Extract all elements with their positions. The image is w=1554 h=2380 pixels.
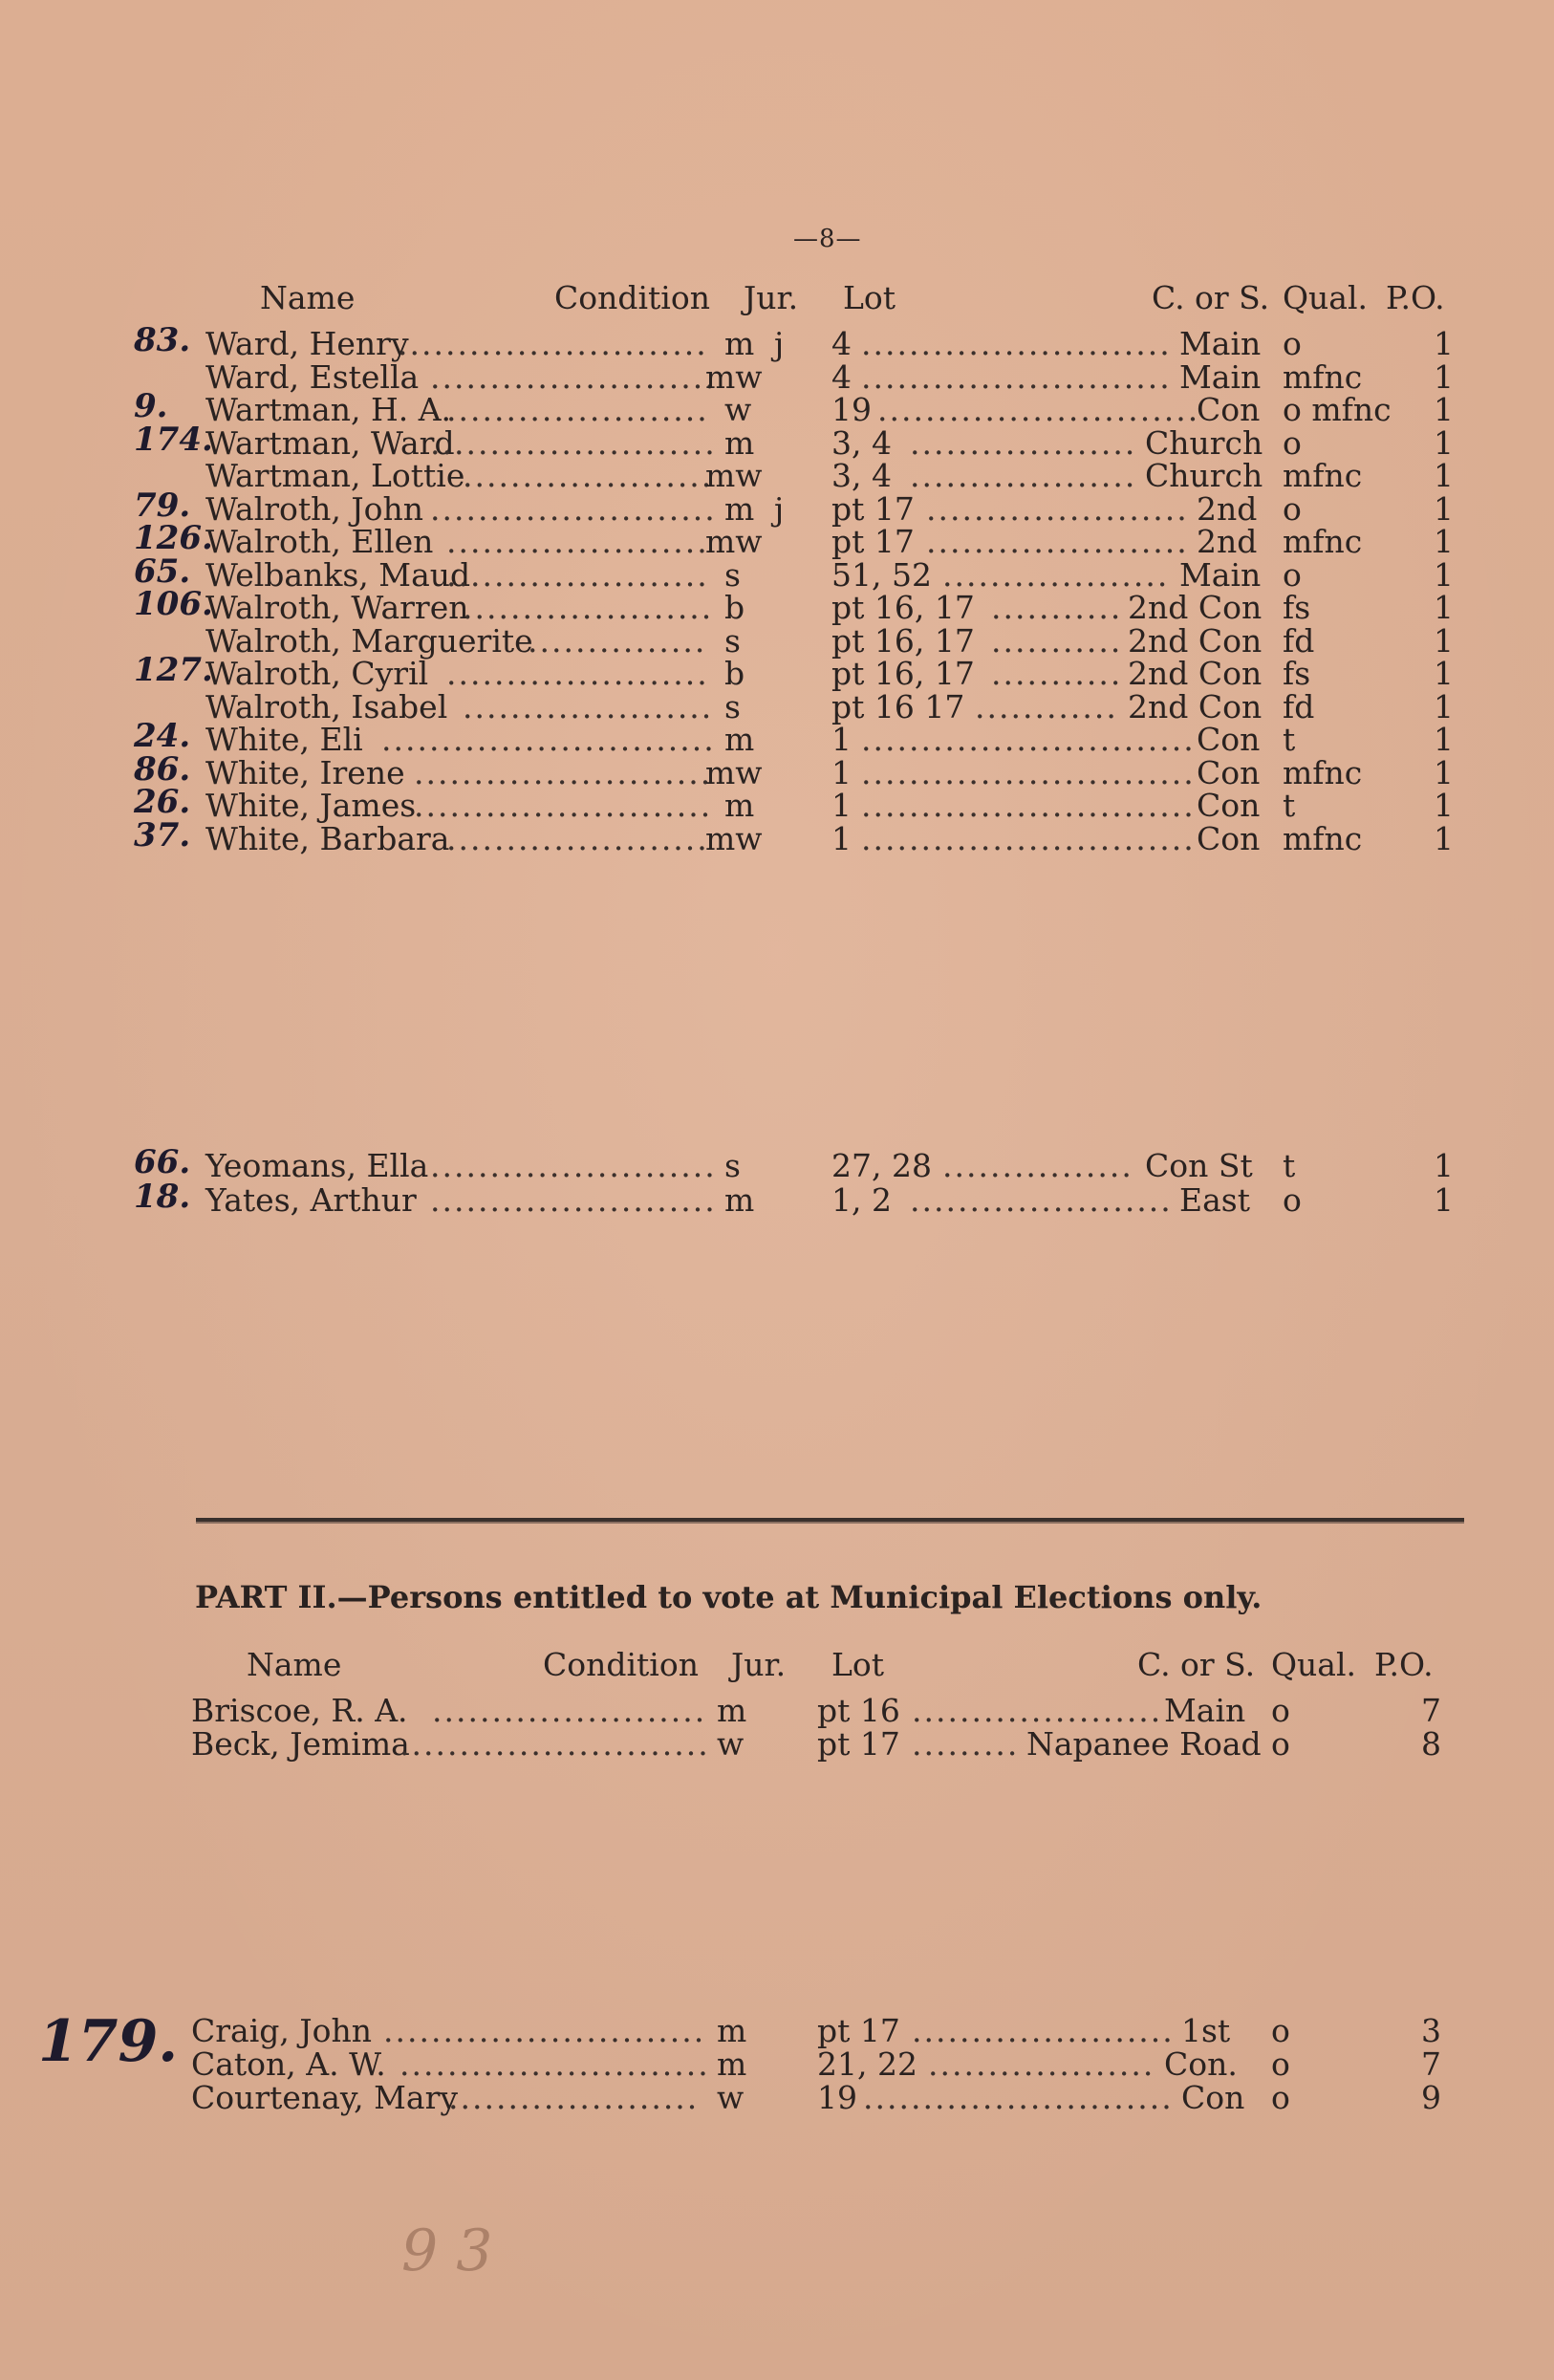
leader-dots: ................... xyxy=(942,555,1170,594)
lot: pt 16 17 xyxy=(831,687,965,725)
handwritten-number: 79. xyxy=(134,486,191,525)
qualification: o xyxy=(1271,2079,1290,2116)
post-office: 1 xyxy=(1434,687,1454,725)
condition: w xyxy=(717,1725,745,1763)
leader-dots: ..................... xyxy=(463,589,714,626)
header-name: Name xyxy=(247,1646,342,1683)
condition: s xyxy=(724,1147,741,1184)
leader-dots: ........................ xyxy=(430,1181,717,1219)
condition: s xyxy=(724,687,741,725)
post-office: 1 xyxy=(1434,489,1454,528)
header-condition: Condition xyxy=(554,279,710,316)
voter-name: Yates, Arthur xyxy=(205,1181,417,1219)
voter-name: White, Eli xyxy=(205,721,363,758)
concession-street: Con xyxy=(1197,753,1261,791)
concession-street: Main xyxy=(1164,1692,1246,1729)
table-row xyxy=(0,621,1554,660)
handwritten-number: 127. xyxy=(134,651,213,689)
concession-street: 2nd xyxy=(1197,523,1258,560)
leader-dots: ............ xyxy=(975,687,1118,725)
leader-dots: ........................... xyxy=(383,2012,706,2049)
leader-dots: ................... xyxy=(910,457,1137,494)
voter-name: Ward, Henry xyxy=(205,325,409,362)
header-jur: Jur. xyxy=(731,1646,787,1683)
condition: s xyxy=(724,621,741,660)
condition: mw xyxy=(705,457,763,494)
table-row xyxy=(0,1143,1554,1184)
header-name: Name xyxy=(260,279,356,316)
voter-name: Beck, Jemima xyxy=(191,1725,410,1763)
concession-street: East xyxy=(1179,1181,1250,1219)
handwritten-number: 9. xyxy=(134,387,168,425)
leader-dots: .......................... xyxy=(399,2045,710,2083)
voter-name: Yeomans, Ella xyxy=(205,1147,429,1184)
lot: 1 xyxy=(831,787,852,824)
handwritten-number: 106. xyxy=(134,585,213,623)
qualification: mfnc xyxy=(1283,457,1363,494)
header-qual: Qual. xyxy=(1283,279,1369,316)
qualification: t xyxy=(1283,787,1296,824)
concession-street: Con xyxy=(1181,2079,1245,2116)
table-row xyxy=(0,457,1554,494)
leader-dots: ............................ xyxy=(861,819,1196,857)
leader-dots: ................ xyxy=(942,1147,1133,1184)
concession-street: 2nd Con xyxy=(1128,621,1263,660)
voter-name: White, James xyxy=(205,787,417,824)
post-office: 1 xyxy=(1434,555,1454,594)
concession-street: Con. xyxy=(1164,2045,1238,2083)
voter-name: Craig, John xyxy=(191,2012,372,2049)
qualification: o mfnc xyxy=(1283,391,1392,428)
leader-dots: ........... xyxy=(991,655,1123,692)
leader-dots: ......... xyxy=(912,1725,1020,1763)
leader-dots: ........................ xyxy=(430,423,717,462)
header-po: P.O. xyxy=(1386,279,1445,316)
voter-name: Walroth, Cyril xyxy=(205,655,429,692)
post-office: 1 xyxy=(1434,621,1454,660)
concession-street: Con xyxy=(1197,819,1261,857)
table-row xyxy=(0,1692,1554,1729)
concession-street: Main xyxy=(1179,357,1262,396)
table-row xyxy=(0,749,1554,791)
voter-name: Wartman, Ward xyxy=(205,423,455,462)
part2-title: PART II.—Persons entitled to vote at Municipal Elections only. xyxy=(195,1579,1263,1615)
condition: s xyxy=(724,555,741,594)
qualification: fs xyxy=(1283,655,1311,692)
header-condition: Condition xyxy=(543,1646,699,1683)
leader-dots: ...................... xyxy=(446,523,709,560)
post-office: 1 xyxy=(1434,523,1454,560)
qualification: o xyxy=(1283,325,1302,362)
leader-dots: ...................... xyxy=(926,523,1189,560)
leader-dots: ...................... xyxy=(926,489,1189,528)
post-office: 1 xyxy=(1434,1147,1454,1184)
condition: b xyxy=(724,589,745,626)
leader-dots: ..................... xyxy=(912,1692,1163,1729)
qualification: mfnc xyxy=(1283,819,1363,857)
qualification: fd xyxy=(1283,687,1315,725)
header-qual: Qual. xyxy=(1271,1646,1357,1683)
lot: 1 xyxy=(831,721,852,758)
leader-dots: ....................... xyxy=(432,1692,707,1729)
concession-street: 2nd Con xyxy=(1128,655,1263,692)
voter-name: Briscoe, R. A. xyxy=(191,1692,408,1729)
post-office: 1 xyxy=(1434,787,1454,824)
table-row xyxy=(0,552,1554,594)
leader-dots: ..................... xyxy=(463,687,714,725)
qualification: o xyxy=(1271,1725,1290,1763)
table-row xyxy=(0,1725,1554,1763)
leader-dots: ............................ xyxy=(861,721,1196,758)
header-cs: C. or S. xyxy=(1152,279,1270,316)
voter-name: White, Barbara xyxy=(205,819,450,857)
leader-dots: ........... xyxy=(991,621,1123,660)
concession-street: Con St xyxy=(1145,1147,1253,1184)
table-row xyxy=(0,357,1554,396)
lot: pt 17 xyxy=(831,523,915,560)
post-office: 1 xyxy=(1434,357,1454,396)
concession-street: 1st xyxy=(1181,2012,1231,2049)
lot: 3, 4 xyxy=(831,457,892,494)
lot: pt 16, 17 xyxy=(831,621,975,660)
voter-name: Walroth, Isabel xyxy=(205,687,448,725)
table-row xyxy=(0,420,1554,462)
concession-street: 2nd Con xyxy=(1128,687,1263,725)
post-office: 8 xyxy=(1421,1725,1441,1763)
lot: 51, 52 xyxy=(831,555,932,594)
leader-dots: ..................... xyxy=(463,457,714,494)
post-office: 3 xyxy=(1421,2012,1441,2049)
leader-dots: ...................... xyxy=(446,391,709,428)
lot: 1 xyxy=(831,753,852,791)
lot: 4 xyxy=(831,357,852,396)
concession-street: Main xyxy=(1179,555,1262,594)
table-row xyxy=(0,585,1554,626)
leader-dots: ........................ xyxy=(430,357,717,396)
voter-name: Wartman, H. A. xyxy=(205,391,452,428)
leader-dots: .......................... xyxy=(399,1725,710,1763)
voter-name: Courtenay, Mary xyxy=(191,2079,458,2116)
lot: 4 xyxy=(831,325,852,362)
handwritten-number: 83. xyxy=(134,321,191,359)
voter-name: Caton, A. W. xyxy=(191,2045,386,2083)
qualification: o xyxy=(1283,489,1302,528)
handwritten-number: 18. xyxy=(134,1178,191,1216)
post-office: 1 xyxy=(1434,1181,1454,1219)
leader-dots: ...................... xyxy=(912,2012,1175,2049)
handwritten-number: 179. xyxy=(38,2008,179,2075)
table-row xyxy=(0,321,1554,362)
post-office: 1 xyxy=(1434,423,1454,462)
table-row xyxy=(0,486,1554,528)
concession-street: Con xyxy=(1197,721,1261,758)
header-cs: C. or S. xyxy=(1137,1646,1256,1683)
qualification: mfnc xyxy=(1283,753,1363,791)
handwritten-number: 65. xyxy=(134,552,191,591)
condition: mw xyxy=(705,523,763,560)
qualification: mfnc xyxy=(1283,357,1363,396)
voter-name: Ward, Estella xyxy=(205,357,420,396)
condition: m xyxy=(724,1181,755,1219)
concession-street: Napanee Road xyxy=(1026,1725,1262,1763)
post-office: 9 xyxy=(1421,2079,1441,2116)
concession-street: Con xyxy=(1197,787,1261,824)
qualification: mfnc xyxy=(1283,523,1363,560)
qualification: o xyxy=(1283,423,1302,462)
handwritten-number: 26. xyxy=(134,783,191,821)
handwritten-number: 37. xyxy=(134,815,191,855)
qualification: o xyxy=(1271,2012,1290,2049)
voter-name: Walroth, Marguerite xyxy=(205,621,533,660)
qualification: t xyxy=(1283,721,1296,758)
condition: m xyxy=(724,489,755,528)
lot: pt 17 xyxy=(831,489,915,528)
condition: m xyxy=(717,2045,747,2083)
handwritten-number: 126. xyxy=(134,519,213,557)
table-row xyxy=(0,687,1554,725)
condition: m xyxy=(724,423,755,462)
jurisdiction: j xyxy=(774,325,785,362)
condition: mw xyxy=(705,357,763,396)
qualification: o xyxy=(1271,1692,1290,1729)
condition: mw xyxy=(705,819,763,857)
condition: w xyxy=(724,391,752,428)
post-office: 1 xyxy=(1434,819,1454,857)
header-po: P.O. xyxy=(1374,1646,1434,1683)
leader-dots: ......................... xyxy=(414,753,713,791)
table-row xyxy=(0,783,1554,824)
concession-street: Church xyxy=(1145,457,1263,494)
post-office: 7 xyxy=(1421,1692,1441,1729)
condition: m xyxy=(717,2012,747,2049)
leader-dots: ...................... xyxy=(446,819,709,857)
qualification: fd xyxy=(1283,621,1315,660)
qualification: t xyxy=(1283,1147,1296,1184)
voter-name: Welbanks, Maud xyxy=(205,555,471,594)
table-row xyxy=(0,651,1554,692)
post-office: 1 xyxy=(1434,325,1454,362)
post-office: 7 xyxy=(1421,2045,1441,2083)
section-divider xyxy=(196,1518,1464,1522)
lot: pt 17 xyxy=(817,2012,900,2049)
lot: 21, 22 xyxy=(817,2045,917,2083)
post-office: 1 xyxy=(1434,457,1454,494)
margin-pencil-note: 9 3 xyxy=(401,2218,493,2284)
voter-name: Walroth, John xyxy=(205,489,424,528)
leader-dots: ............................ xyxy=(861,753,1196,791)
condition: m xyxy=(724,787,755,824)
condition: b xyxy=(724,655,745,692)
concession-street: 2nd Con xyxy=(1128,589,1263,626)
handwritten-number: 66. xyxy=(134,1143,191,1181)
lot: 19 xyxy=(817,2079,857,2116)
post-office: 1 xyxy=(1434,753,1454,791)
concession-street: Main xyxy=(1179,325,1262,362)
leader-dots: .......................... xyxy=(863,2079,1174,2116)
lot: 27, 28 xyxy=(831,1147,932,1184)
lot: pt 17 xyxy=(817,1725,900,1763)
lot: 1 xyxy=(831,819,852,857)
leader-dots: ........... xyxy=(991,589,1123,626)
header-lot: Lot xyxy=(831,1646,885,1683)
voter-name: Walroth, Ellen xyxy=(205,523,434,560)
voter-name: White, Irene xyxy=(205,753,405,791)
leader-dots: ........................ xyxy=(430,1147,717,1184)
lot: 1, 2 xyxy=(831,1181,892,1219)
leader-dots: .......................... xyxy=(398,325,708,362)
table-row xyxy=(0,815,1554,857)
table-row xyxy=(0,387,1554,428)
table-row xyxy=(0,2045,1554,2083)
leader-dots: ..................... xyxy=(448,2079,700,2116)
concession-street: Church xyxy=(1145,423,1263,462)
handwritten-number: 86. xyxy=(134,749,191,789)
voter-name: Wartman, Lottie xyxy=(205,457,465,494)
leader-dots: .......................... xyxy=(861,357,1172,396)
leader-dots: ........................ xyxy=(430,489,717,528)
header-lot: Lot xyxy=(843,279,896,316)
leader-dots: ...................... xyxy=(446,655,709,692)
lot: 3, 4 xyxy=(831,423,892,462)
condition: m xyxy=(724,325,755,362)
handwritten-number: 174. xyxy=(134,420,213,459)
leader-dots: ......................... xyxy=(414,787,713,824)
post-office: 1 xyxy=(1434,655,1454,692)
leader-dots: .......................... xyxy=(861,325,1172,362)
table-row xyxy=(0,1178,1554,1219)
condition: m xyxy=(724,721,755,758)
post-office: 1 xyxy=(1434,589,1454,626)
voter-name: Walroth, Warren xyxy=(205,589,469,626)
lot: pt 16, 17 xyxy=(831,655,975,692)
post-office: 1 xyxy=(1434,721,1454,758)
leader-dots: ................... xyxy=(928,2045,1155,2083)
lot: pt 16, 17 xyxy=(831,589,975,626)
leader-dots: ............................ xyxy=(861,787,1196,824)
condition: w xyxy=(717,2079,745,2116)
lot: 19 xyxy=(831,391,872,428)
concession-street: Con xyxy=(1197,391,1261,428)
table-row xyxy=(0,519,1554,560)
leader-dots: ............... xyxy=(528,621,707,660)
jurisdiction: j xyxy=(774,489,785,528)
table-row xyxy=(0,2079,1554,2116)
lot: pt 16 xyxy=(817,1692,900,1729)
handwritten-number: 24. xyxy=(134,717,191,755)
condition: m xyxy=(717,1692,747,1729)
post-office: 1 xyxy=(1434,391,1454,428)
header-jur: Jur. xyxy=(744,279,799,316)
qualification: o xyxy=(1283,555,1302,594)
concession-street: 2nd xyxy=(1197,489,1258,528)
leader-dots: ...................... xyxy=(910,1181,1173,1219)
qualification: o xyxy=(1283,1181,1302,1219)
qualification: fs xyxy=(1283,589,1311,626)
leader-dots: ................... xyxy=(910,423,1137,462)
leader-dots: ...................... xyxy=(446,555,709,594)
leader-dots: ........................... xyxy=(877,391,1200,428)
qualification: o xyxy=(1271,2045,1290,2083)
condition: mw xyxy=(705,753,763,791)
table-row xyxy=(0,717,1554,758)
page-number: —8— xyxy=(793,225,862,253)
leader-dots: ............................ xyxy=(381,721,716,758)
